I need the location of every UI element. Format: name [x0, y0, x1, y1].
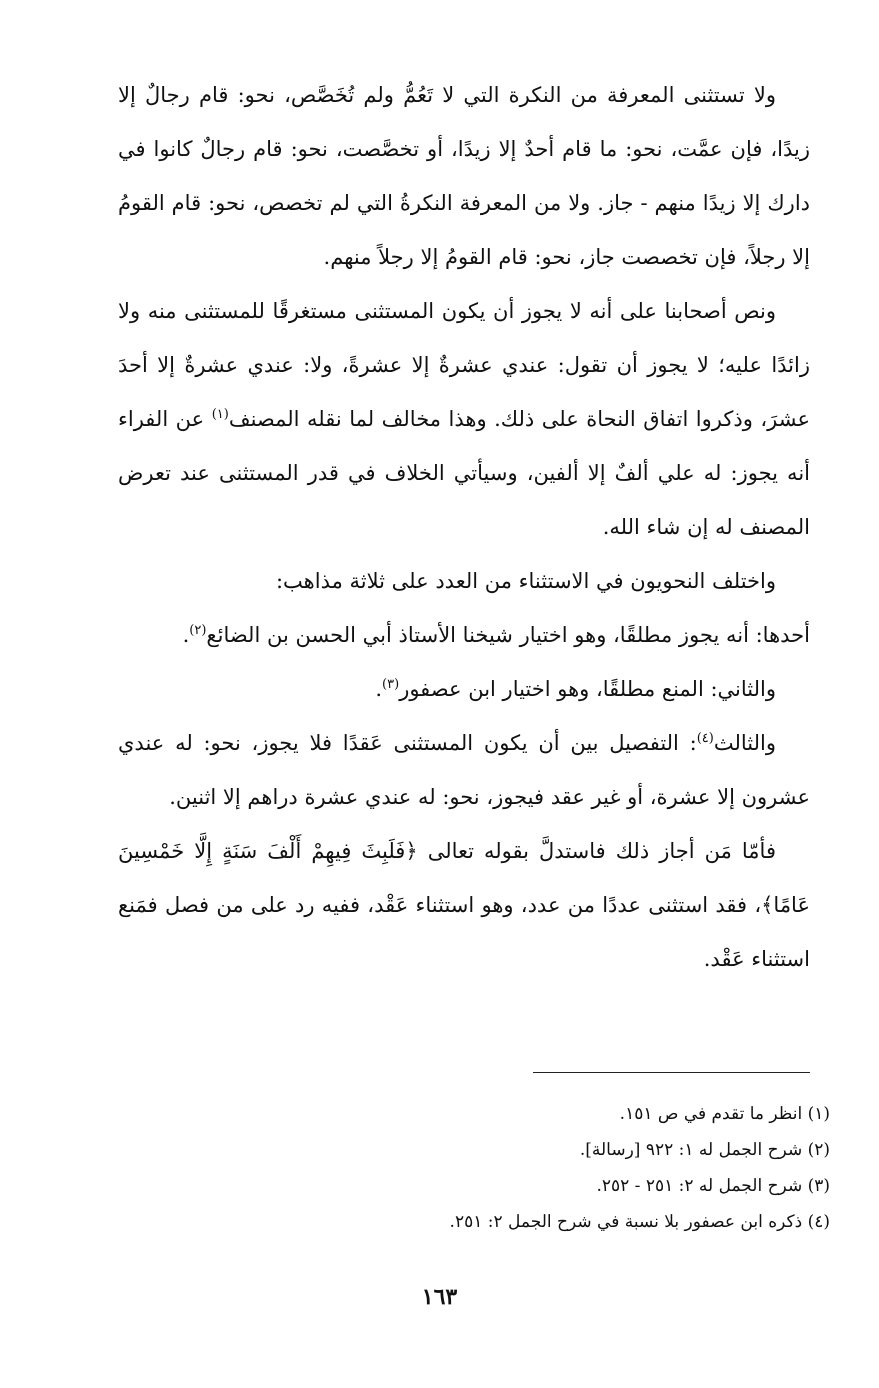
footnote-3: (٣) شرح الجمل له ٢: ٢٥١ - ٢٥٢.	[596, 1176, 830, 1196]
footnote-ref-4[interactable]: (٤)	[696, 731, 714, 746]
paragraph-2	[118, 284, 810, 554]
paragraph-4-text-before: أحدها: أنه يجوز مطلقًا، وهو اختيار شيخنا الأستاذ أبي الحسن بن الضائع	[206, 623, 810, 647]
footnote-1: (١) انظر ما تقدم في ص ١٥١.	[619, 1104, 830, 1124]
paragraph-4-text-after: .	[182, 623, 190, 647]
paragraph-7-text-before: فأمّا مَن أجاز ذلك فاستدلَّ بقوله تعالى	[417, 839, 776, 863]
quran-verse: ﴿فَلَبِثَ فِيهِمْ أَلْفَ سَنَةٍ إِلَّا خَمْسِينَ عَامًا﴾	[118, 839, 810, 917]
paragraph-1: ولا تستثنى المعرفة من النكرة التي لا تَعُمُّ ولم تُخَصَّص، نحو: قام رجالٌ إلا زيدًا، فإن عمَّت، نحو: ما قام أحدٌ إلا زيدًا، أو تخصَّصت، نحو: قام رجالٌ كانوا في دارك إلا زيدًا منهم - جاز. ولا من المعرفة النكرةُ التي لم تخصص، نحو: قام القومُ إلا رجلاً، فإن تخصصت جاز، نحو: قام القومُ إلا رجلاً منهم.	[118, 83, 810, 269]
footnote-4: (٤) ذكره ابن عصفور بلا نسبة في شرح الجمل ٢: ٢٥١.	[449, 1212, 830, 1232]
footnote-ref-3[interactable]: (٣)	[382, 677, 400, 692]
footnote-ref-1[interactable]: (١)	[211, 407, 229, 422]
paragraph-5-text-before: والثاني: المنع مطلقًا، وهو اختيار ابن عصفور	[399, 677, 776, 701]
page-number: ١٦٣	[421, 1284, 458, 1310]
paragraph-2-text-after: عن الفراء أنه يجوز: له علي ألفٌ إلا ألفين، وسيأتي الخلاف في قدر المستثنى عند تعرض المصنف له إن شاء الله.	[118, 407, 810, 539]
paragraph-4	[118, 608, 810, 662]
footnote-divider	[533, 1072, 810, 1073]
footnotes	[118, 1096, 830, 1240]
main-text	[118, 68, 810, 986]
paragraph-3: واختلف النحويون في الاستثناء من العدد على ثلاثة مذاهب:	[275, 569, 776, 593]
paragraph-6	[118, 716, 810, 824]
paragraph-5-text-after: .	[375, 677, 383, 701]
paragraph-6-text-before: والثالث	[713, 731, 776, 755]
paragraph-7-text-after: ، فقد استثنى عددًا من عدد، وهو استثناء عَقْد، ففيه رد على من فصل فمَنع استثناء عَقْد.	[118, 893, 810, 971]
footnote-ref-2[interactable]: (٢)	[189, 623, 207, 638]
paragraph-2-text-before: ونص أصحابنا على أنه لا يجوز أن يكون المستثنى مستغرقًا للمستثنى منه ولا زائدًا عليه؛ لا يجوز أن تقول: عندي عشرةٌ إلا عشرةً، ولا: عندي عشرةٌ إلا أحدَ عشرَ، وذكروا اتفاق النحاة على ذلك. وهذا مخالف لما نقله المصنف	[118, 299, 810, 431]
footnote-2: (٢) شرح الجمل له ١: ٩٢٢ [رسالة].	[579, 1140, 830, 1160]
paragraph-5	[118, 662, 810, 716]
paragraph-6-text-after: : التفصيل بين أن يكون المستثنى عَقدًا فلا يجوز، نحو: له عندي عشرون إلا عشرة، أو غير عقد فيجوز، نحو: له عندي عشرة دراهم إلا اثنين.	[118, 731, 810, 809]
paragraph-7	[118, 824, 810, 986]
